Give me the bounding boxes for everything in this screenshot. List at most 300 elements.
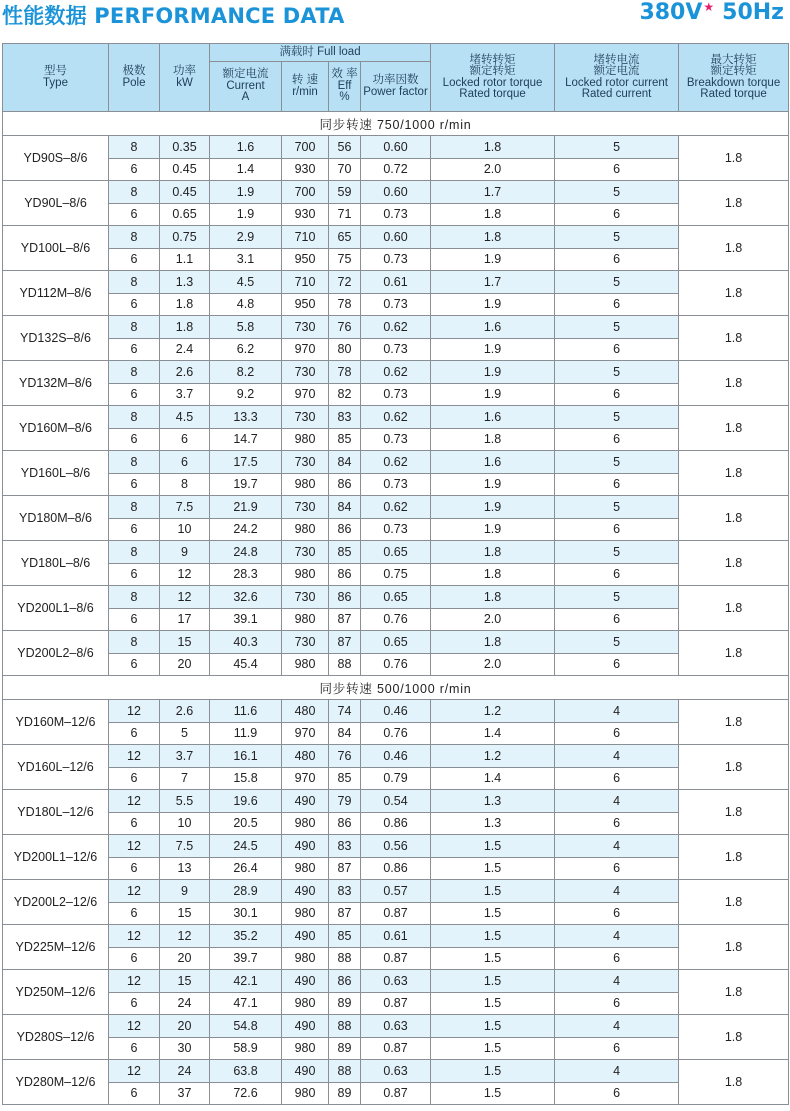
table-cell: 6: [555, 722, 679, 745]
table-cell: 63.8: [210, 1060, 282, 1083]
table-cell: 490: [282, 925, 329, 948]
table-cell: 1.9: [431, 496, 555, 519]
frequency-label: 50Hz: [722, 0, 784, 25]
table-cell: 970: [282, 722, 329, 745]
table-row: [3, 181, 789, 204]
table-cell: 35.2: [210, 925, 282, 948]
table-row: [3, 203, 789, 226]
table-cell: 1.6: [431, 406, 555, 429]
model-type: YD160L–12/6: [3, 745, 109, 790]
table-cell: 54.8: [210, 1015, 282, 1038]
model-type: YD112M–8/6: [3, 271, 109, 316]
table-cell: 0.76: [361, 653, 431, 676]
table-cell: 45.4: [210, 653, 282, 676]
table-cell: 24.8: [210, 541, 282, 564]
table-cell: 12: [160, 586, 210, 609]
page-title: 性能数据 PERFORMANCE DATA: [2, 4, 345, 28]
table-cell: 0.56: [361, 835, 431, 858]
table-cell: 84: [329, 451, 361, 474]
table-cell: 20: [160, 1015, 210, 1038]
table-cell: 0.73: [361, 383, 431, 406]
breakdown-torque: 1.8: [679, 880, 789, 925]
table-row: [3, 992, 789, 1015]
model-type: YD200L1–12/6: [3, 835, 109, 880]
breakdown-torque: 1.8: [679, 790, 789, 835]
breakdown-torque: 1.8: [679, 835, 789, 880]
table-row: [3, 293, 789, 316]
table-cell: 8: [109, 586, 160, 609]
table-cell: 5: [555, 361, 679, 384]
table-cell: 30: [160, 1037, 210, 1060]
table-cell: 0.57: [361, 880, 431, 903]
table-cell: 1.5: [431, 1060, 555, 1083]
table-cell: 1.6: [431, 316, 555, 339]
table-cell: 1.7: [431, 271, 555, 294]
table-cell: 1.4: [210, 158, 282, 181]
table-row: [3, 406, 789, 429]
table-row: [3, 473, 789, 496]
table-row: [3, 316, 789, 339]
table-cell: 6: [555, 248, 679, 271]
table-cell: 1.5: [431, 1037, 555, 1060]
table-cell: 0.60: [361, 136, 431, 159]
table-cell: 4: [555, 835, 679, 858]
table-row: [3, 745, 789, 768]
col-locked-current: 堵转电流 额定电流 Locked rotor current Rated current: [555, 44, 679, 112]
table-cell: 13.3: [210, 406, 282, 429]
table-cell: 12: [109, 880, 160, 903]
col-current: 额定电流 Current A: [210, 62, 282, 112]
breakdown-torque: 1.8: [679, 451, 789, 496]
table-cell: 8: [109, 226, 160, 249]
table-cell: 5: [555, 316, 679, 339]
table-cell: 700: [282, 181, 329, 204]
table-cell: 0.65: [361, 631, 431, 654]
table-cell: 6: [555, 902, 679, 925]
table-cell: 710: [282, 226, 329, 249]
table-cell: 12: [109, 970, 160, 993]
table-cell: 88: [329, 1060, 361, 1083]
table-cell: 5: [555, 136, 679, 159]
table-row: [3, 338, 789, 361]
table-cell: 1.9: [210, 181, 282, 204]
table-cell: 4: [555, 880, 679, 903]
table-cell: 980: [282, 428, 329, 451]
table-cell: 1.5: [431, 902, 555, 925]
table-cell: 0.65: [160, 203, 210, 226]
table-cell: 1.9: [431, 248, 555, 271]
table-cell: 1.1: [160, 248, 210, 271]
table-cell: 17: [160, 608, 210, 631]
table-cell: 1.5: [431, 857, 555, 880]
col-power-factor: 功率因数 Power factor: [361, 62, 431, 112]
table-cell: 700: [282, 136, 329, 159]
table-cell: 82: [329, 383, 361, 406]
table-row: [3, 880, 789, 903]
breakdown-torque: 1.8: [679, 700, 789, 745]
table-cell: 6: [555, 203, 679, 226]
table-row: [3, 790, 789, 813]
table-cell: 6: [555, 947, 679, 970]
table-cell: 15: [160, 631, 210, 654]
table-row: [3, 812, 789, 835]
table-cell: 37: [160, 1082, 210, 1105]
table-row: [3, 1015, 789, 1038]
model-type: YD100L–8/6: [3, 226, 109, 271]
model-type: YD200L2–12/6: [3, 880, 109, 925]
table-cell: 80: [329, 338, 361, 361]
table-cell: 0.62: [361, 316, 431, 339]
model-type: YD280S–12/6: [3, 1015, 109, 1060]
table-cell: 89: [329, 1082, 361, 1105]
table-cell: 1.3: [431, 790, 555, 813]
table-row: [3, 857, 789, 880]
section-title: 同步转速 500/1000 r/min: [3, 676, 789, 700]
table-cell: 0.46: [361, 745, 431, 768]
table-cell: 980: [282, 947, 329, 970]
model-type: YD160M–12/6: [3, 700, 109, 745]
table-cell: 72.6: [210, 1082, 282, 1105]
table-cell: 7.5: [160, 835, 210, 858]
table-row: [3, 653, 789, 676]
table-cell: 1.9: [431, 361, 555, 384]
table-row: [3, 608, 789, 631]
table-row: [3, 970, 789, 993]
table-cell: 1.8: [431, 586, 555, 609]
table-cell: 5.8: [210, 316, 282, 339]
voltage-frequency: [639, 0, 784, 25]
table-cell: 1.4: [431, 722, 555, 745]
model-type: YD200L1–8/6: [3, 586, 109, 631]
table-cell: 490: [282, 1015, 329, 1038]
table-cell: 980: [282, 812, 329, 835]
table-cell: 30.1: [210, 902, 282, 925]
table-cell: 5.5: [160, 790, 210, 813]
table-cell: 83: [329, 406, 361, 429]
table-cell: 14.7: [210, 428, 282, 451]
table-cell: 0.73: [361, 428, 431, 451]
table-cell: 980: [282, 653, 329, 676]
table-cell: 980: [282, 563, 329, 586]
table-cell: 980: [282, 608, 329, 631]
table-cell: 9: [160, 880, 210, 903]
table-cell: 16.1: [210, 745, 282, 768]
table-cell: 730: [282, 361, 329, 384]
table-cell: 0.60: [361, 226, 431, 249]
breakdown-torque: 1.8: [679, 226, 789, 271]
table-cell: 490: [282, 880, 329, 903]
model-type: YD280M–12/6: [3, 1060, 109, 1105]
table-cell: 28.3: [210, 563, 282, 586]
table-cell: 980: [282, 518, 329, 541]
table-cell: 5: [555, 496, 679, 519]
table-cell: 6: [109, 383, 160, 406]
table-cell: 11.9: [210, 722, 282, 745]
table-cell: 1.5: [431, 992, 555, 1015]
table-cell: 0.35: [160, 136, 210, 159]
model-type: YD132S–8/6: [3, 316, 109, 361]
table-cell: 8: [109, 136, 160, 159]
table-cell: 32.6: [210, 586, 282, 609]
table-cell: 3.7: [160, 745, 210, 768]
table-cell: 6: [160, 451, 210, 474]
model-type: YD200L2–8/6: [3, 631, 109, 676]
table-cell: 12: [109, 1060, 160, 1083]
table-cell: 1.8: [431, 428, 555, 451]
breakdown-torque: 1.8: [679, 586, 789, 631]
table-row: [3, 428, 789, 451]
star-icon: ★: [703, 0, 715, 14]
breakdown-torque: 1.8: [679, 361, 789, 406]
table-cell: 75: [329, 248, 361, 271]
table-cell: 1.2: [431, 745, 555, 768]
table-cell: 730: [282, 316, 329, 339]
breakdown-torque: 1.8: [679, 406, 789, 451]
table-cell: 980: [282, 992, 329, 1015]
table-cell: 8: [109, 631, 160, 654]
model-type: YD160M–8/6: [3, 406, 109, 451]
table-cell: 78: [329, 293, 361, 316]
table-cell: 78: [329, 361, 361, 384]
table-cell: 0.45: [160, 158, 210, 181]
table-cell: 5: [555, 586, 679, 609]
table-cell: 0.63: [361, 970, 431, 993]
table-cell: 1.5: [431, 835, 555, 858]
table-cell: 84: [329, 496, 361, 519]
table-cell: 9: [160, 541, 210, 564]
table-cell: 26.4: [210, 857, 282, 880]
table-cell: 6: [555, 293, 679, 316]
table-cell: 15: [160, 970, 210, 993]
table-cell: 65: [329, 226, 361, 249]
section-title: 同步转速 750/1000 r/min: [3, 112, 789, 136]
table-row: [3, 586, 789, 609]
table-cell: 4.8: [210, 293, 282, 316]
table-cell: 8: [160, 473, 210, 496]
table-cell: 970: [282, 383, 329, 406]
table-cell: 0.87: [361, 992, 431, 1015]
table-cell: 1.8: [160, 293, 210, 316]
table-cell: 980: [282, 1082, 329, 1105]
table-cell: 6: [109, 1082, 160, 1105]
table-row: [3, 947, 789, 970]
table-cell: 88: [329, 1015, 361, 1038]
table-cell: 6: [109, 653, 160, 676]
table-cell: 480: [282, 745, 329, 768]
table-cell: 0.61: [361, 925, 431, 948]
table-cell: 980: [282, 473, 329, 496]
table-cell: 87: [329, 857, 361, 880]
table-cell: 12: [160, 563, 210, 586]
table-cell: 0.73: [361, 518, 431, 541]
table-cell: 1.9: [431, 338, 555, 361]
table-cell: 76: [329, 745, 361, 768]
table-cell: 0.86: [361, 812, 431, 835]
table-cell: 40.3: [210, 631, 282, 654]
table-cell: 10: [160, 518, 210, 541]
table-cell: 19.6: [210, 790, 282, 813]
table-cell: 6: [109, 902, 160, 925]
table-cell: 1.6: [210, 136, 282, 159]
breakdown-torque: 1.8: [679, 925, 789, 970]
table-cell: 76: [329, 316, 361, 339]
table-cell: 6: [555, 812, 679, 835]
table-cell: 0.45: [160, 181, 210, 204]
table-cell: 87: [329, 902, 361, 925]
table-cell: 0.73: [361, 248, 431, 271]
table-cell: 85: [329, 767, 361, 790]
table-cell: 0.76: [361, 722, 431, 745]
table-cell: 490: [282, 835, 329, 858]
table-cell: 6: [109, 1037, 160, 1060]
table-cell: 24.2: [210, 518, 282, 541]
table-row: [3, 1037, 789, 1060]
table-cell: 71: [329, 203, 361, 226]
table-cell: 85: [329, 428, 361, 451]
table-cell: 6: [555, 653, 679, 676]
table-cell: 0.86: [361, 857, 431, 880]
table-cell: 2.4: [160, 338, 210, 361]
table-cell: 12: [109, 745, 160, 768]
table-cell: 0.73: [361, 293, 431, 316]
table-cell: 86: [329, 970, 361, 993]
model-type: YD180L–8/6: [3, 541, 109, 586]
table-cell: 89: [329, 1037, 361, 1060]
table-cell: 6: [109, 473, 160, 496]
table-cell: 5: [555, 631, 679, 654]
table-cell: 0.87: [361, 947, 431, 970]
table-cell: 8: [109, 361, 160, 384]
table-row: [3, 925, 789, 948]
table-cell: 0.73: [361, 338, 431, 361]
table-cell: 6: [109, 203, 160, 226]
table-cell: 6: [555, 473, 679, 496]
table-cell: 730: [282, 586, 329, 609]
table-cell: 79: [329, 790, 361, 813]
table-row: [3, 563, 789, 586]
table-cell: 1.6: [431, 451, 555, 474]
table-cell: 0.75: [361, 563, 431, 586]
table-cell: 2.9: [210, 226, 282, 249]
table-row: [3, 835, 789, 858]
table-cell: 6: [555, 992, 679, 1015]
table-cell: 86: [329, 518, 361, 541]
table-cell: 70: [329, 158, 361, 181]
breakdown-torque: 1.8: [679, 541, 789, 586]
table-cell: 0.65: [361, 586, 431, 609]
table-cell: 970: [282, 767, 329, 790]
table-cell: 0.62: [361, 361, 431, 384]
table-cell: 6: [109, 608, 160, 631]
table-cell: 56: [329, 136, 361, 159]
table-cell: 12: [109, 790, 160, 813]
table-row: [3, 541, 789, 564]
table-cell: 85: [329, 925, 361, 948]
table-cell: 6.2: [210, 338, 282, 361]
table-cell: 86: [329, 586, 361, 609]
table-cell: 8: [109, 271, 160, 294]
table-cell: 12: [109, 925, 160, 948]
breakdown-torque: 1.8: [679, 316, 789, 361]
table-cell: 0.76: [361, 608, 431, 631]
table-cell: 88: [329, 947, 361, 970]
table-cell: 74: [329, 700, 361, 723]
table-row: [3, 248, 789, 271]
table-cell: 0.63: [361, 1060, 431, 1083]
table-cell: 4: [555, 1015, 679, 1038]
table-cell: 86: [329, 563, 361, 586]
table-cell: 6: [555, 338, 679, 361]
breakdown-torque: 1.8: [679, 496, 789, 541]
table-cell: 930: [282, 158, 329, 181]
table-cell: 1.5: [431, 970, 555, 993]
table-cell: 4.5: [160, 406, 210, 429]
table-row: [3, 271, 789, 294]
table-cell: 4: [555, 925, 679, 948]
table-cell: 1.5: [431, 947, 555, 970]
table-cell: 1.2: [431, 700, 555, 723]
table-cell: 10: [160, 812, 210, 835]
breakdown-torque: 1.8: [679, 1015, 789, 1060]
table-cell: 490: [282, 1060, 329, 1083]
table-cell: 28.9: [210, 880, 282, 903]
table-row: [3, 1082, 789, 1105]
model-type: YD250M–12/6: [3, 970, 109, 1015]
table-cell: 970: [282, 338, 329, 361]
table-cell: 2.0: [431, 608, 555, 631]
table-cell: 5: [555, 451, 679, 474]
table-row: [3, 722, 789, 745]
table-cell: 6: [555, 1082, 679, 1105]
table-cell: 5: [555, 271, 679, 294]
table-cell: 86: [329, 473, 361, 496]
table-cell: 1.9: [431, 293, 555, 316]
table-cell: 5: [555, 181, 679, 204]
table-cell: 72: [329, 271, 361, 294]
table-cell: 1.5: [431, 1015, 555, 1038]
table-cell: 0.73: [361, 203, 431, 226]
model-type: YD225M–12/6: [3, 925, 109, 970]
table-cell: 0.60: [361, 181, 431, 204]
breakdown-torque: 1.8: [679, 271, 789, 316]
table-cell: 6: [109, 293, 160, 316]
table-cell: 2.0: [431, 653, 555, 676]
table-cell: 88: [329, 653, 361, 676]
col-type: 型号 Type: [3, 44, 109, 112]
table-cell: 980: [282, 902, 329, 925]
table-cell: 730: [282, 451, 329, 474]
col-full-load: 满载时 Full load: [210, 44, 431, 62]
table-cell: 39.1: [210, 608, 282, 631]
table-cell: 6: [109, 518, 160, 541]
table-cell: 84: [329, 722, 361, 745]
table-row: [3, 361, 789, 384]
breakdown-torque: 1.8: [679, 745, 789, 790]
table-cell: 1.5: [431, 880, 555, 903]
table-cell: 6: [109, 767, 160, 790]
table-row: [3, 158, 789, 181]
table-cell: 0.62: [361, 496, 431, 519]
table-cell: 1.9: [431, 473, 555, 496]
model-type: YD180L–12/6: [3, 790, 109, 835]
table-row: [3, 1060, 789, 1083]
table-cell: 0.54: [361, 790, 431, 813]
breakdown-torque: 1.8: [679, 631, 789, 676]
col-power: 功率 kW: [160, 44, 210, 112]
model-type: YD90L–8/6: [3, 181, 109, 226]
table-cell: 47.1: [210, 992, 282, 1015]
table-cell: 58.9: [210, 1037, 282, 1060]
